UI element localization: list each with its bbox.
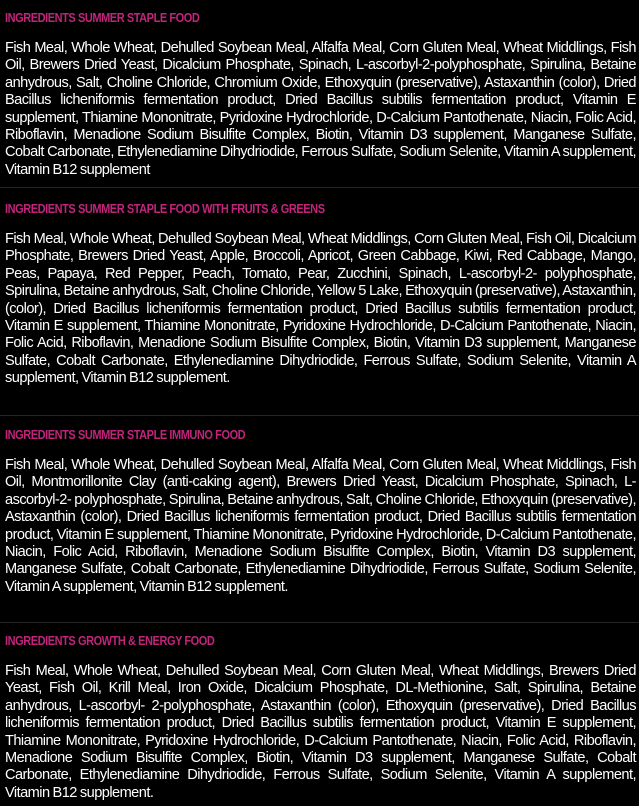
section-summer-staple-immuno xyxy=(5,427,636,596)
section-divider xyxy=(0,622,639,623)
section-divider xyxy=(0,415,639,416)
ingredients-text: Fish Meal, Whole Wheat, Dehulled Soybean Meal, Alfalfa Meal, Corn Gluten Meal, Wheat Middlings, Fish Oil, Montmorillonite Clay (anti-caking agent), Brewers Dried Yeast, Dicalcium Phosphate, Spinach, L-ascorbyl-2- polyphosphate, Spirulina, Betaine anhydrous, Salt, Choline Chloride, Ethoxyquin (preservative), Astaxanthin (color), Dried Bacillus licheniformis fermentation product, Dried Bacillus subtilis fermentation product, Vitamin E supplement, Thiamine Mononitrate, Pyridoxine Hydrochloride, D-Calcium Pantothenate, Niacin, Folic Acid, Riboflavin, Menadione Sodium Bisulfite Complex, Biotin, Vitamin D3 supplement, Manganese Sulfate, Cobalt Carbonate, Ethylenediamine Dihydriodide, Ferrous Sulfate, Sodium Selenite, Vitamin A supplement, Vitamin B12 supplement. xyxy=(5,457,636,595)
section-divider xyxy=(0,187,639,188)
ingredients-text: Fish Meal, Whole Wheat, Dehulled Soybean Meal, Corn Gluten Meal, Wheat Middlings, Brewers Dried Yeast, Fish Oil, Krill Meal, Iron Oxide, Dicalcium Phosphate, DL-Methionine, Salt, Spirulina, Betaine anhydrous, L-ascorbyl- 2-polyphosphate, Astaxanthin (color), Ethoxyquin (preservative), Dried Bacillus licheniformis fermentation product, Dried Bacillus subtilis fermentation product, Vitamin E supplement, Thiamine Mononitrate, Pyridoxine Hydrochloride, D-Calcium Pantothenate, Niacin, Folic Acid, Riboflavin, Menadione Sodium Bisulfite Complex, Biotin, Vitamin D3 supplement, Manganese Sulfate, Cobalt Carbonate, Ethylenediamine Dihydriodide, Ferrous Sulfate, Sodium Selenite, Vitamin A supplement, Vitamin B12 supplement. xyxy=(5,663,636,801)
section-heading: INGREDIENTS SUMMER STAPLE FOOD xyxy=(5,11,200,25)
ingredients-text: Fish Meal, Whole Wheat, Dehulled Soybean Meal, Wheat Middlings, Corn Gluten Meal, Fish Oil, Dicalcium Phosphate, Brewers Dried Yeast, Apple, Broccoli, Apricot, Green Cabbage, Kiwi, Red Cabbage, Mango, Peas, Papaya, Red Pepper, Peach, Tomato, Pear, Zucchini, Spinach, L-ascorbyl-2- polyphosphate, Spirulina, Betaine anhydrous, Salt, Choline Chloride, Yellow 5 Lake, Ethoxyquin (preservative), Astaxanthin, (color), Dried Bacillus licheniformis fermentation product, Dried Bacillus subtilis fermentation product, Vitamin E supplement, Thiamine Mononitrate, Pyridoxine Hydrochloride, D-Calcium Pantothenate, Niacin, Folic Acid, Riboflavin, Menadione Sodium Bisulfite Complex, Biotin, Vitamin D3 supplement, Manganese Sulfate, Cobalt Carbonate, Ethylenediamine Dihydriodide, Ferrous Sulfate, Sodium Selenite, Vitamin A supplement, Vitamin B12 supplement. xyxy=(5,231,636,387)
section-summer-staple-food xyxy=(5,10,636,179)
section-growth-energy xyxy=(5,633,636,802)
section-heading: INGREDIENTS GROWTH & ENERGY FOOD xyxy=(5,634,215,648)
section-heading: INGREDIENTS SUMMER STAPLE IMMUNO FOOD xyxy=(5,428,246,442)
section-summer-staple-fruits-greens xyxy=(5,201,636,388)
ingredients-text: Fish Meal, Whole Wheat, Dehulled Soybean Meal, Alfalfa Meal, Corn Gluten Meal, Wheat Middlings, Fish Oil, Brewers Dried Yeast, Dicalcium Phosphate, Spinach, L-ascorbyl-2-polyphosphate, Spirulina, Betaine anhydrous, Salt, Choline Chloride, Chromium Oxide, Ethoxyquin (preservative), Astaxanthin (color), Dried Bacillus licheniformis fermentation product, Dried Bacillus subtilis fermentation product, Vitamin E supplement, Thiamine Mononitrate, Pyridoxine Hydrochloride, D-Calcium Pantothenate, Niacin, Folic Acid, Riboflavin, Menadione Sodium Bisulfite Complex, Biotin, Vitamin D3 supplement, Manganese Sulfate, Cobalt Carbonate, Ethylenediamine Dihydriodide, Ferrous Sulfate, Sodium Selenite, Vitamin A supplement, Vitamin B12 supplement xyxy=(5,40,636,178)
section-heading: INGREDIENTS SUMMER STAPLE FOOD WITH FRUITS & GREENS xyxy=(5,202,325,216)
